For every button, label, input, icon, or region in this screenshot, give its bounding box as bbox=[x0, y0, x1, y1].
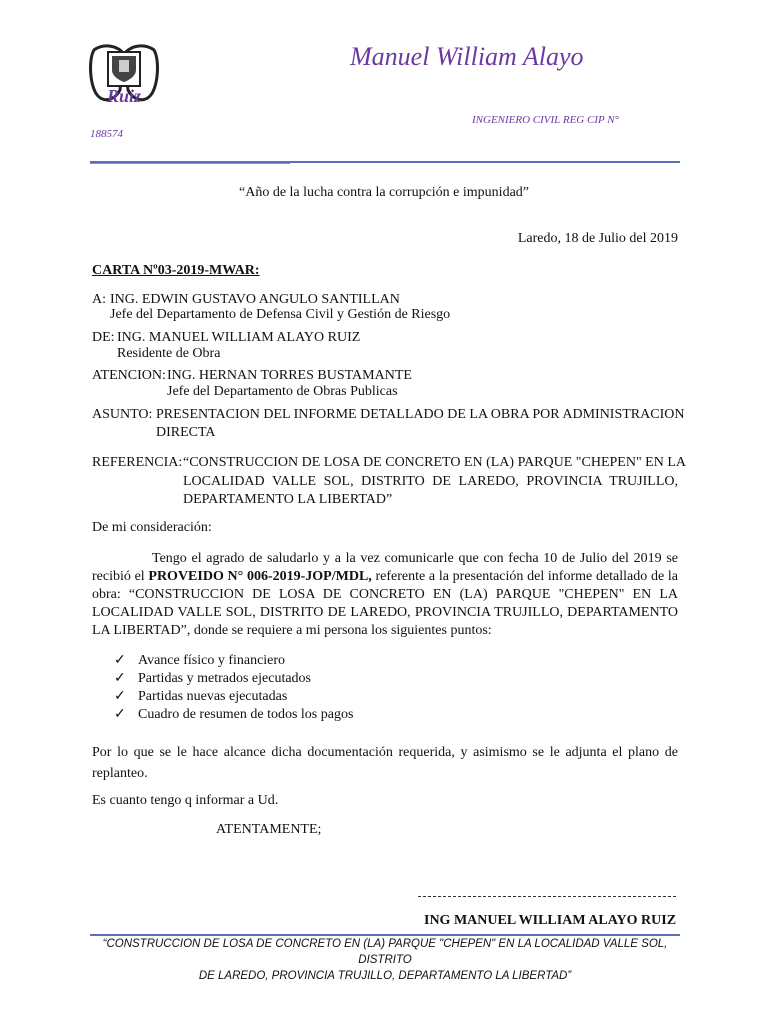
reference-line-1: “CONSTRUCCION DE LOSA DE CONCRETO EN (LA) PARQUE "CHEPEN" EN LA bbox=[183, 455, 686, 470]
closing-line: Es cuanto tengo q informar a Ud. bbox=[92, 793, 279, 808]
logo-lettering: Ruiz bbox=[106, 86, 142, 106]
list-item: ✓ Avance físico y financiero bbox=[114, 653, 286, 668]
reference-line-3: DEPARTAMENTO LA LIBERTAD” bbox=[183, 492, 393, 507]
greeting: De mi consideración: bbox=[92, 520, 212, 535]
footer bbox=[90, 936, 680, 984]
body-text-1: Tengo el agrado de saludarlo y a la vez comunicarle que con fecha 10 de Julio del 2019 se recibió el bbox=[92, 551, 678, 584]
closing-paragraph: Por lo que se le hace alcance dicha documentación requerida, y asimismo se le adjunta el plano de replanteo. bbox=[92, 745, 678, 781]
check-icon: ✓ bbox=[114, 653, 126, 668]
sender-label: DE: bbox=[92, 330, 115, 345]
recipient-label: A: bbox=[92, 292, 106, 307]
body-paragraph bbox=[92, 550, 678, 640]
sender-role: Residente de Obra bbox=[117, 346, 221, 361]
reference-label: REFERENCIA: bbox=[92, 455, 183, 470]
body-proveido: PROVEIDO N° 006-2019-JOP/MDL, bbox=[148, 569, 372, 584]
recipient-role: Jefe del Departamento de Defensa Civil y Gestión de Riesgo bbox=[110, 307, 451, 322]
company-logo bbox=[86, 40, 162, 108]
check-icon: ✓ bbox=[114, 707, 126, 722]
sender-name: ING. MANUEL WILLIAM ALAYO RUIZ bbox=[117, 330, 361, 345]
check-icon: ✓ bbox=[114, 689, 126, 704]
signature-name: ING MANUEL WILLIAM ALAYO RUIZ bbox=[424, 913, 677, 928]
attention-role: Jefe del Departamento de Obras Publicas bbox=[167, 384, 398, 399]
recipient-name: ING. EDWIN GUSTAVO ANGULO SANTILLAN bbox=[110, 292, 400, 307]
subject-line-2: DIRECTA bbox=[156, 425, 216, 440]
subject-line-1: PRESENTACION DEL INFORME DETALLADO DE LA OBRA POR ADMINISTRACION bbox=[156, 407, 685, 422]
header-reg-number: 188574 bbox=[90, 128, 123, 140]
reference-line-2: LOCALIDAD VALLE SOL, DISTRITO DE LAREDO, PROVINCIA TRUJILLO, bbox=[183, 474, 678, 489]
requirements-list bbox=[114, 652, 353, 724]
subject-label: ASUNTO: bbox=[92, 407, 153, 422]
footer-line-2: DE LAREDO, PROVINCIA TRUJILLO, DEPARTAMENTO LA LIBERTAD” bbox=[198, 970, 572, 982]
check-icon: ✓ bbox=[114, 671, 126, 686]
header-title: Manuel William Alayo bbox=[350, 42, 584, 71]
attention-label: ATENCION: bbox=[92, 368, 166, 383]
letter-date: Laredo, 18 de Julio del 2019 bbox=[517, 231, 678, 246]
header-divider-accent bbox=[90, 163, 290, 164]
signature-line bbox=[418, 896, 676, 897]
list-item: ✓ Partidas nuevas ejecutadas bbox=[114, 689, 288, 704]
attention-name: ING. HERNAN TORRES BUSTAMANTE bbox=[167, 368, 412, 383]
motto: “Año de la lucha contra la corrupción e impunidad” bbox=[239, 185, 529, 200]
footer-line-1: “CONSTRUCCION DE LOSA DE CONCRETO EN (LA) PARQUE "CHEPEN" EN LA LOCALIDAD VALLE SOL, DISTRITO bbox=[102, 938, 668, 966]
list-item: ✓ Partidas y metrados ejecutados bbox=[114, 671, 312, 686]
list-item: ✓ Cuadro de resumen de todos los pagos bbox=[114, 707, 354, 722]
header-subtitle: INGENIERO CIVIL REG CIP N° bbox=[472, 114, 619, 126]
body-text-2: referente a la presentación del informe detallado de la obra: “CONSTRUCCION DE LOSA DE CONCRETO EN (LA) PARQUE "CHEPEN" EN LA LOCALIDAD VALLE SOL, DISTRITO DE LAREDO, PROVINCIA TRUJILLO, DEPARTAMENTO LA LIBERTAD”, donde se requiere a mi persona los siguientes puntos: bbox=[92, 569, 678, 638]
atentamente: ATENTAMENTE; bbox=[216, 822, 322, 837]
letter-reference-number: CARTA Nº03-2019-MWAR: bbox=[92, 263, 260, 278]
